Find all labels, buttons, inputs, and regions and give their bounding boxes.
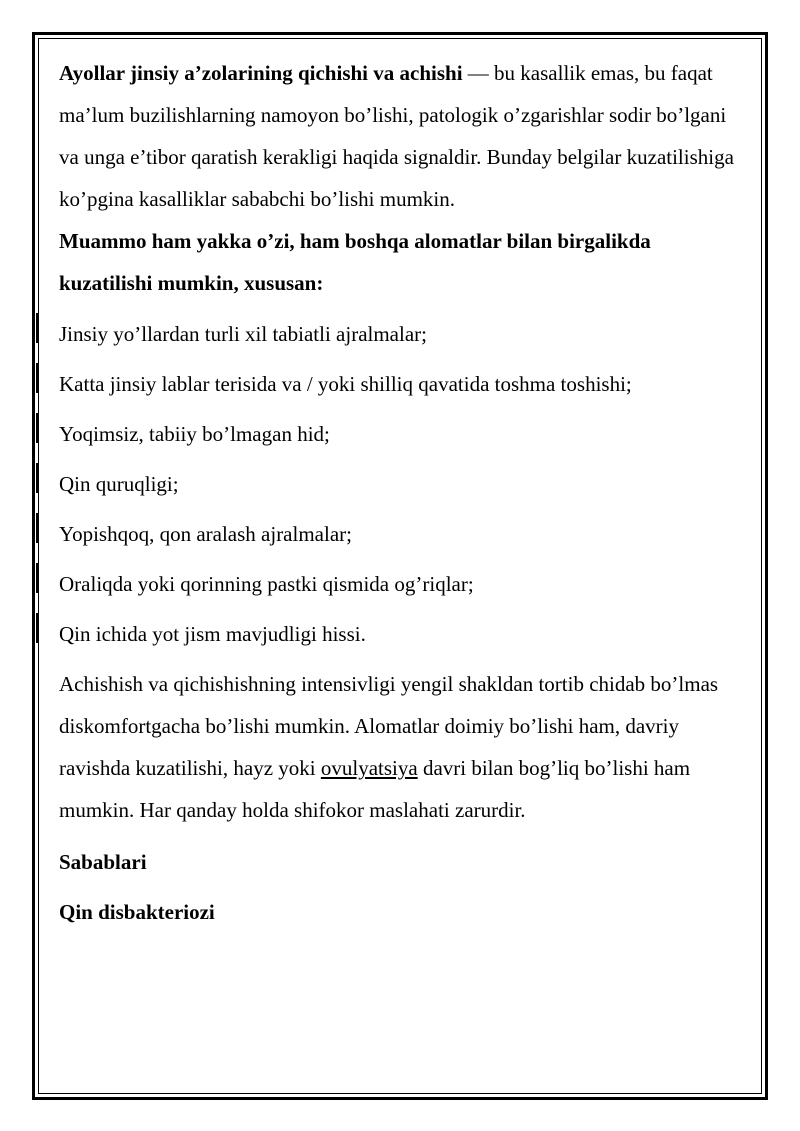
list-item-text: Qin ichida yot jism mavjudligi hissi.	[59, 622, 366, 646]
intro-text: — bu kasallik emas, bu faqat ma’lum buzilishlarning namoyon bo’lishi, patologik o’zgarishlar sodir bo’lgani va unga e’tibor qaratish kerakligi haqida signaldir. Bunday belgilar kuzatilishiga ko’pgina kasalliklar sababchi bo’lishi mumkin.	[59, 61, 734, 211]
bullet-marker	[36, 363, 39, 393]
bullet-marker	[36, 563, 39, 593]
list-item-text: Qin quruqligi;	[59, 472, 179, 496]
list-item-text: Jinsiy yo’llardan turli xil tabiatli ajralmalar;	[59, 322, 427, 346]
list-item-text: Yoqimsiz, tabiiy bo’lmagan hid;	[59, 422, 330, 446]
bullet-marker	[36, 613, 39, 643]
causes-heading: Sabablari	[59, 850, 147, 874]
list-item	[59, 413, 749, 455]
list-item	[59, 463, 749, 505]
intro-bold-lead: Ayollar jinsiy a’zolarining qichishi va achishi	[59, 61, 463, 85]
closing-text-after: davri bilan bog’liq bo’lishi ham mumkin. Har qanday holda shifokor maslahati zarurdir.	[59, 756, 691, 822]
list-item	[59, 313, 749, 355]
ovulyatsiya-link[interactable]: ovulyatsiya	[320, 756, 418, 780]
bullet-marker	[36, 513, 39, 543]
list-item	[59, 563, 749, 605]
symptoms-list	[59, 313, 749, 655]
list-item-text: Oraliqda yoki qorinning pastki qismida og’riqlar;	[59, 572, 474, 596]
closing-text-before: Achishish va qichishishning intensivligi yengil shakldan tortib chidab bo’lmas diskomfortgacha bo’lishi mumkin. Alomatlar doimiy bo’lishi ham, davriy ravishda kuzatilishi, hayz yoki	[59, 672, 719, 780]
list-item	[59, 363, 749, 405]
list-item	[59, 513, 749, 555]
closing-paragraph	[59, 663, 749, 831]
intro-paragraph	[59, 52, 749, 220]
document-body	[59, 52, 749, 933]
list-item-text: Katta jinsiy lablar terisida va / yoki shilliq qavatida toshma toshishi;	[59, 372, 632, 396]
first-cause-heading: Qin disbakteriozi	[59, 900, 215, 924]
list-item-text: Yopishqoq, qon aralash ajralmalar;	[59, 522, 352, 546]
list-item	[59, 613, 749, 655]
bullet-marker	[36, 463, 39, 493]
bullet-marker	[36, 413, 39, 443]
symptoms-subheading: Muammo ham yakka o’zi, ham boshqa alomatlar bilan birgalikda kuzatilishi mumkin, xususan:	[59, 229, 651, 295]
bullet-marker	[36, 313, 39, 343]
